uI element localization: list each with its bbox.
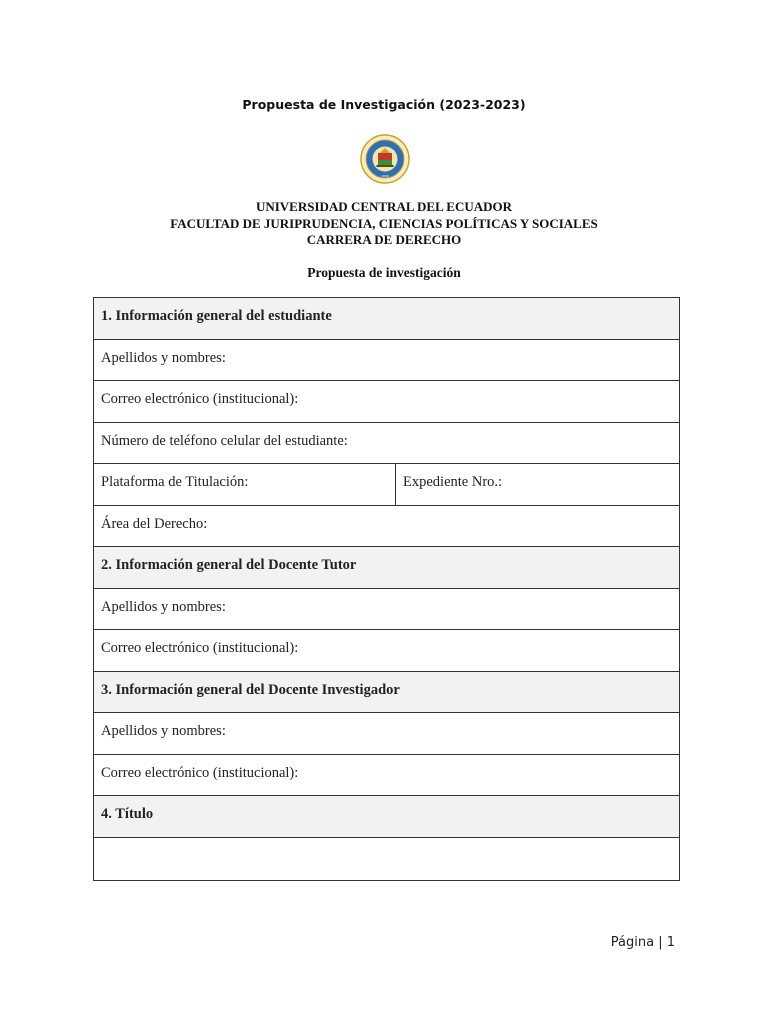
file-number-field[interactable]: Expediente Nro.: (396, 464, 680, 506)
career-name: CARRERA DE DERECHO (306, 232, 462, 247)
section-researcher-heading-row (94, 671, 680, 713)
platform-field[interactable]: Plataforma de Titulación: (94, 464, 396, 506)
form-subtitle: Propuesta de investigación (307, 265, 461, 280)
section-student-heading: 1. Información general del estudiante (94, 298, 680, 340)
law-area-field[interactable]: Área del Derecho: (94, 505, 680, 547)
section-researcher-heading: 3. Información general del Docente Investigador (94, 671, 680, 713)
section-title-heading: 4. Título (94, 796, 680, 838)
tutor-email-row (94, 630, 680, 672)
student-email-row (94, 381, 680, 423)
document-header-title: Propuesta de Investigación (2023-2023) (242, 97, 526, 112)
law-area-row (94, 505, 680, 547)
student-phone-field[interactable]: Número de teléfono celular del estudiante: (94, 422, 680, 464)
tutor-names-field[interactable]: Apellidos y nombres: (94, 588, 680, 630)
title-value-row (94, 837, 680, 880)
researcher-email-field[interactable]: Correo electrónico (institucional): (94, 754, 680, 796)
student-names-field[interactable]: Apellidos y nombres: (94, 339, 680, 381)
title-value-field[interactable] (94, 837, 680, 880)
student-names-row (94, 339, 680, 381)
university-name: UNIVERSIDAD CENTRAL DEL ECUADOR (255, 199, 513, 214)
tutor-email-field[interactable]: Correo electrónico (institucional): (94, 630, 680, 672)
section-student-heading-row (94, 298, 680, 340)
university-seal-icon (360, 134, 410, 184)
section-tutor-heading-row (94, 547, 680, 589)
university-heading (0, 199, 768, 249)
seal-year: 1826 (381, 174, 389, 178)
section-title-heading-row (94, 796, 680, 838)
researcher-names-field[interactable]: Apellidos y nombres: (94, 713, 680, 755)
section-tutor-heading: 2. Información general del Docente Tutor (94, 547, 680, 589)
tutor-names-row (94, 588, 680, 630)
researcher-email-row (94, 754, 680, 796)
faculty-name: FACULTAD DE JURIPRUDENCIA, CIENCIAS POLÍTICAS Y SOCIALES (170, 215, 598, 231)
proposal-form-table (93, 297, 680, 881)
student-email-field[interactable]: Correo electrónico (institucional): (94, 381, 680, 423)
page-number: Página | 1 (610, 935, 675, 950)
researcher-names-row (94, 713, 680, 755)
platform-file-row (94, 464, 680, 506)
student-phone-row (94, 422, 680, 464)
